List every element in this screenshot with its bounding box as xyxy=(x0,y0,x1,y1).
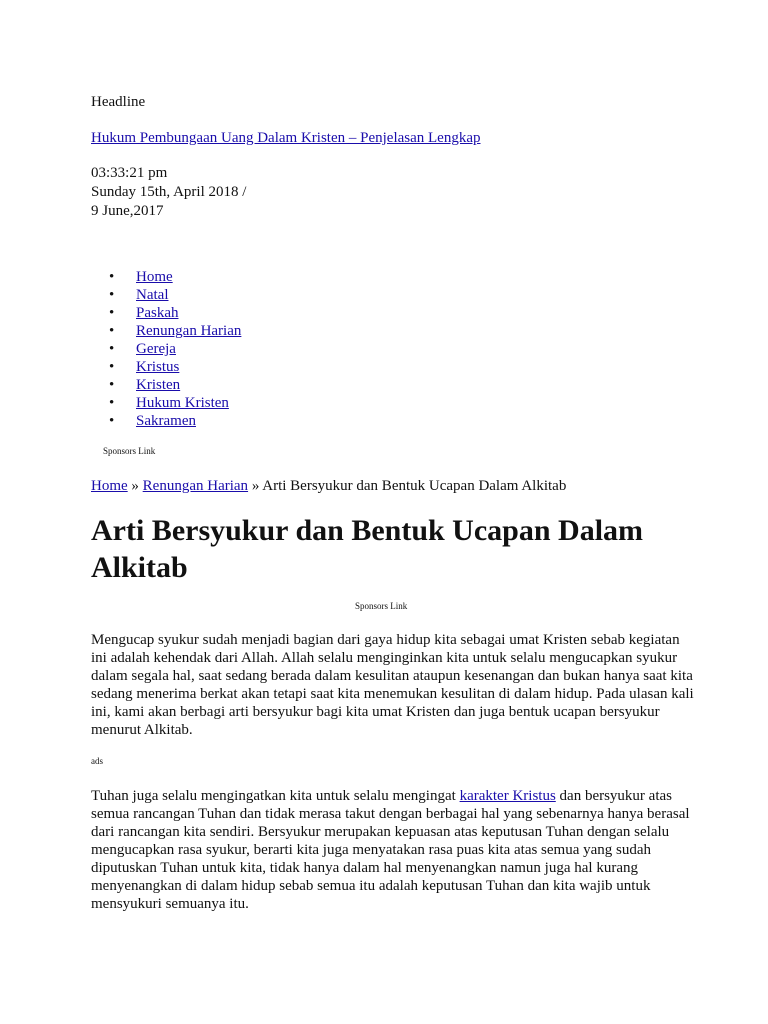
clock-block xyxy=(91,164,246,221)
nav-link-kristus[interactable]: Kristus xyxy=(136,359,180,375)
bullet-icon: • xyxy=(109,269,115,285)
main-nav xyxy=(91,268,241,430)
nav-link-natal[interactable]: Natal xyxy=(136,287,169,303)
bullet-icon: • xyxy=(109,323,115,339)
breadcrumb-separator: » xyxy=(248,478,263,494)
nav-link-paskah[interactable]: Paskah xyxy=(136,305,179,321)
bullet-icon: • xyxy=(109,395,115,411)
bullet-icon: • xyxy=(109,377,115,393)
paragraph-text: Tuhan juga selalu mengingatkan kita untuk selalu mengingat xyxy=(91,788,460,804)
nav-link-kristen[interactable]: Kristen xyxy=(136,377,181,393)
bullet-icon: • xyxy=(109,341,115,357)
breadcrumb xyxy=(91,477,566,495)
sponsors-link-label: Sponsors Link xyxy=(103,446,156,456)
headline-article-link[interactable]: Hukum Pembungaan Uang Dalam Kristen – Penjelasan Lengkap xyxy=(91,130,481,146)
karakter-kristus-link[interactable]: karakter Kristus xyxy=(459,788,556,804)
article-paragraph-1: Mengucap syukur sudah menjadi bagian dari gaya hidup kita sebagai umat Kristen sebab kegiatan ini adalah kehendak dari Allah. Allah selalu menginginkan kita untuk selalu mengucapkan syukur dalam segala hal, saat sedang berada dalam kesulitan ataupun kesenangan dan bukan hanya saat kita sedang menerima berkat akan tetapi saat kita menemukan kesulitan di dalam hidup. Pada ulasan kali ini, kami akan berbagi arti bersyukur bagi kita umat Kristen dan juga bentuk ucapan bersyukur menurut Alkitab. xyxy=(91,632,694,738)
ads-label: ads xyxy=(91,756,103,766)
nav-link-gereja[interactable]: Gereja xyxy=(136,341,176,357)
breadcrumb-current: Arti Bersyukur dan Bentuk Ucapan Dalam Alkitab xyxy=(262,478,567,494)
clock-date-secondary: 9 June,2017 xyxy=(91,203,164,219)
nav-item-kristen xyxy=(91,376,241,394)
nav-link-hukum-kristen[interactable]: Hukum Kristen xyxy=(136,395,229,411)
bullet-icon: • xyxy=(109,287,115,303)
nav-item-gereja xyxy=(91,340,241,358)
nav-item-hukum-kristen xyxy=(91,394,241,412)
article-title: Arti Bersyukur dan Bentuk Ucapan Dalam Alkitab xyxy=(91,514,644,584)
paragraph-text: dan bersyukur atas semua rancangan Tuhan dan tidak merasa takut dengan berbagai hal yang sebenarnya hanya berasal dari rancangan kita sendiri. Bersyukur merupakan kepuasan atas keputusan Tuhan dengan selalu mengucapkan rasa syukur, berarti kita juga menyatakan rasa puas kita atas semua yang sudah diputuskan Tuhan untuk kita, tidak hanya dalam hal menyenangkan namun juga hal kurang menyenangkan di dalam hidup sebab semua itu adalah keputusan Tuhan dan kita wajib untuk mensyukuri semuanya itu. xyxy=(91,788,690,912)
nav-item-paskah xyxy=(91,304,241,322)
nav-item-sakramen xyxy=(91,412,241,430)
bullet-icon: • xyxy=(109,305,115,321)
bullet-icon: • xyxy=(109,413,115,429)
nav-item-home xyxy=(91,268,241,286)
nav-link-renungan-harian[interactable]: Renungan Harian xyxy=(136,323,242,339)
nav-link-home[interactable]: Home xyxy=(136,269,173,285)
breadcrumb-category-link[interactable]: Renungan Harian xyxy=(142,478,249,494)
headline-label: Headline xyxy=(91,94,146,110)
breadcrumb-home-link[interactable]: Home xyxy=(91,478,128,494)
article-paragraph-2 xyxy=(91,787,696,913)
sponsors-link-label-center: Sponsors Link xyxy=(355,601,408,611)
nav-item-natal xyxy=(91,286,241,304)
bullet-icon: • xyxy=(109,359,115,375)
nav-link-sakramen[interactable]: Sakramen xyxy=(136,413,196,429)
nav-item-kristus xyxy=(91,358,241,376)
breadcrumb-separator: » xyxy=(127,478,143,494)
clock-date: Sunday 15th, April 2018 / xyxy=(91,184,247,200)
clock-time: 03:33:21 pm xyxy=(91,165,168,181)
nav-item-renungan-harian xyxy=(91,322,241,340)
